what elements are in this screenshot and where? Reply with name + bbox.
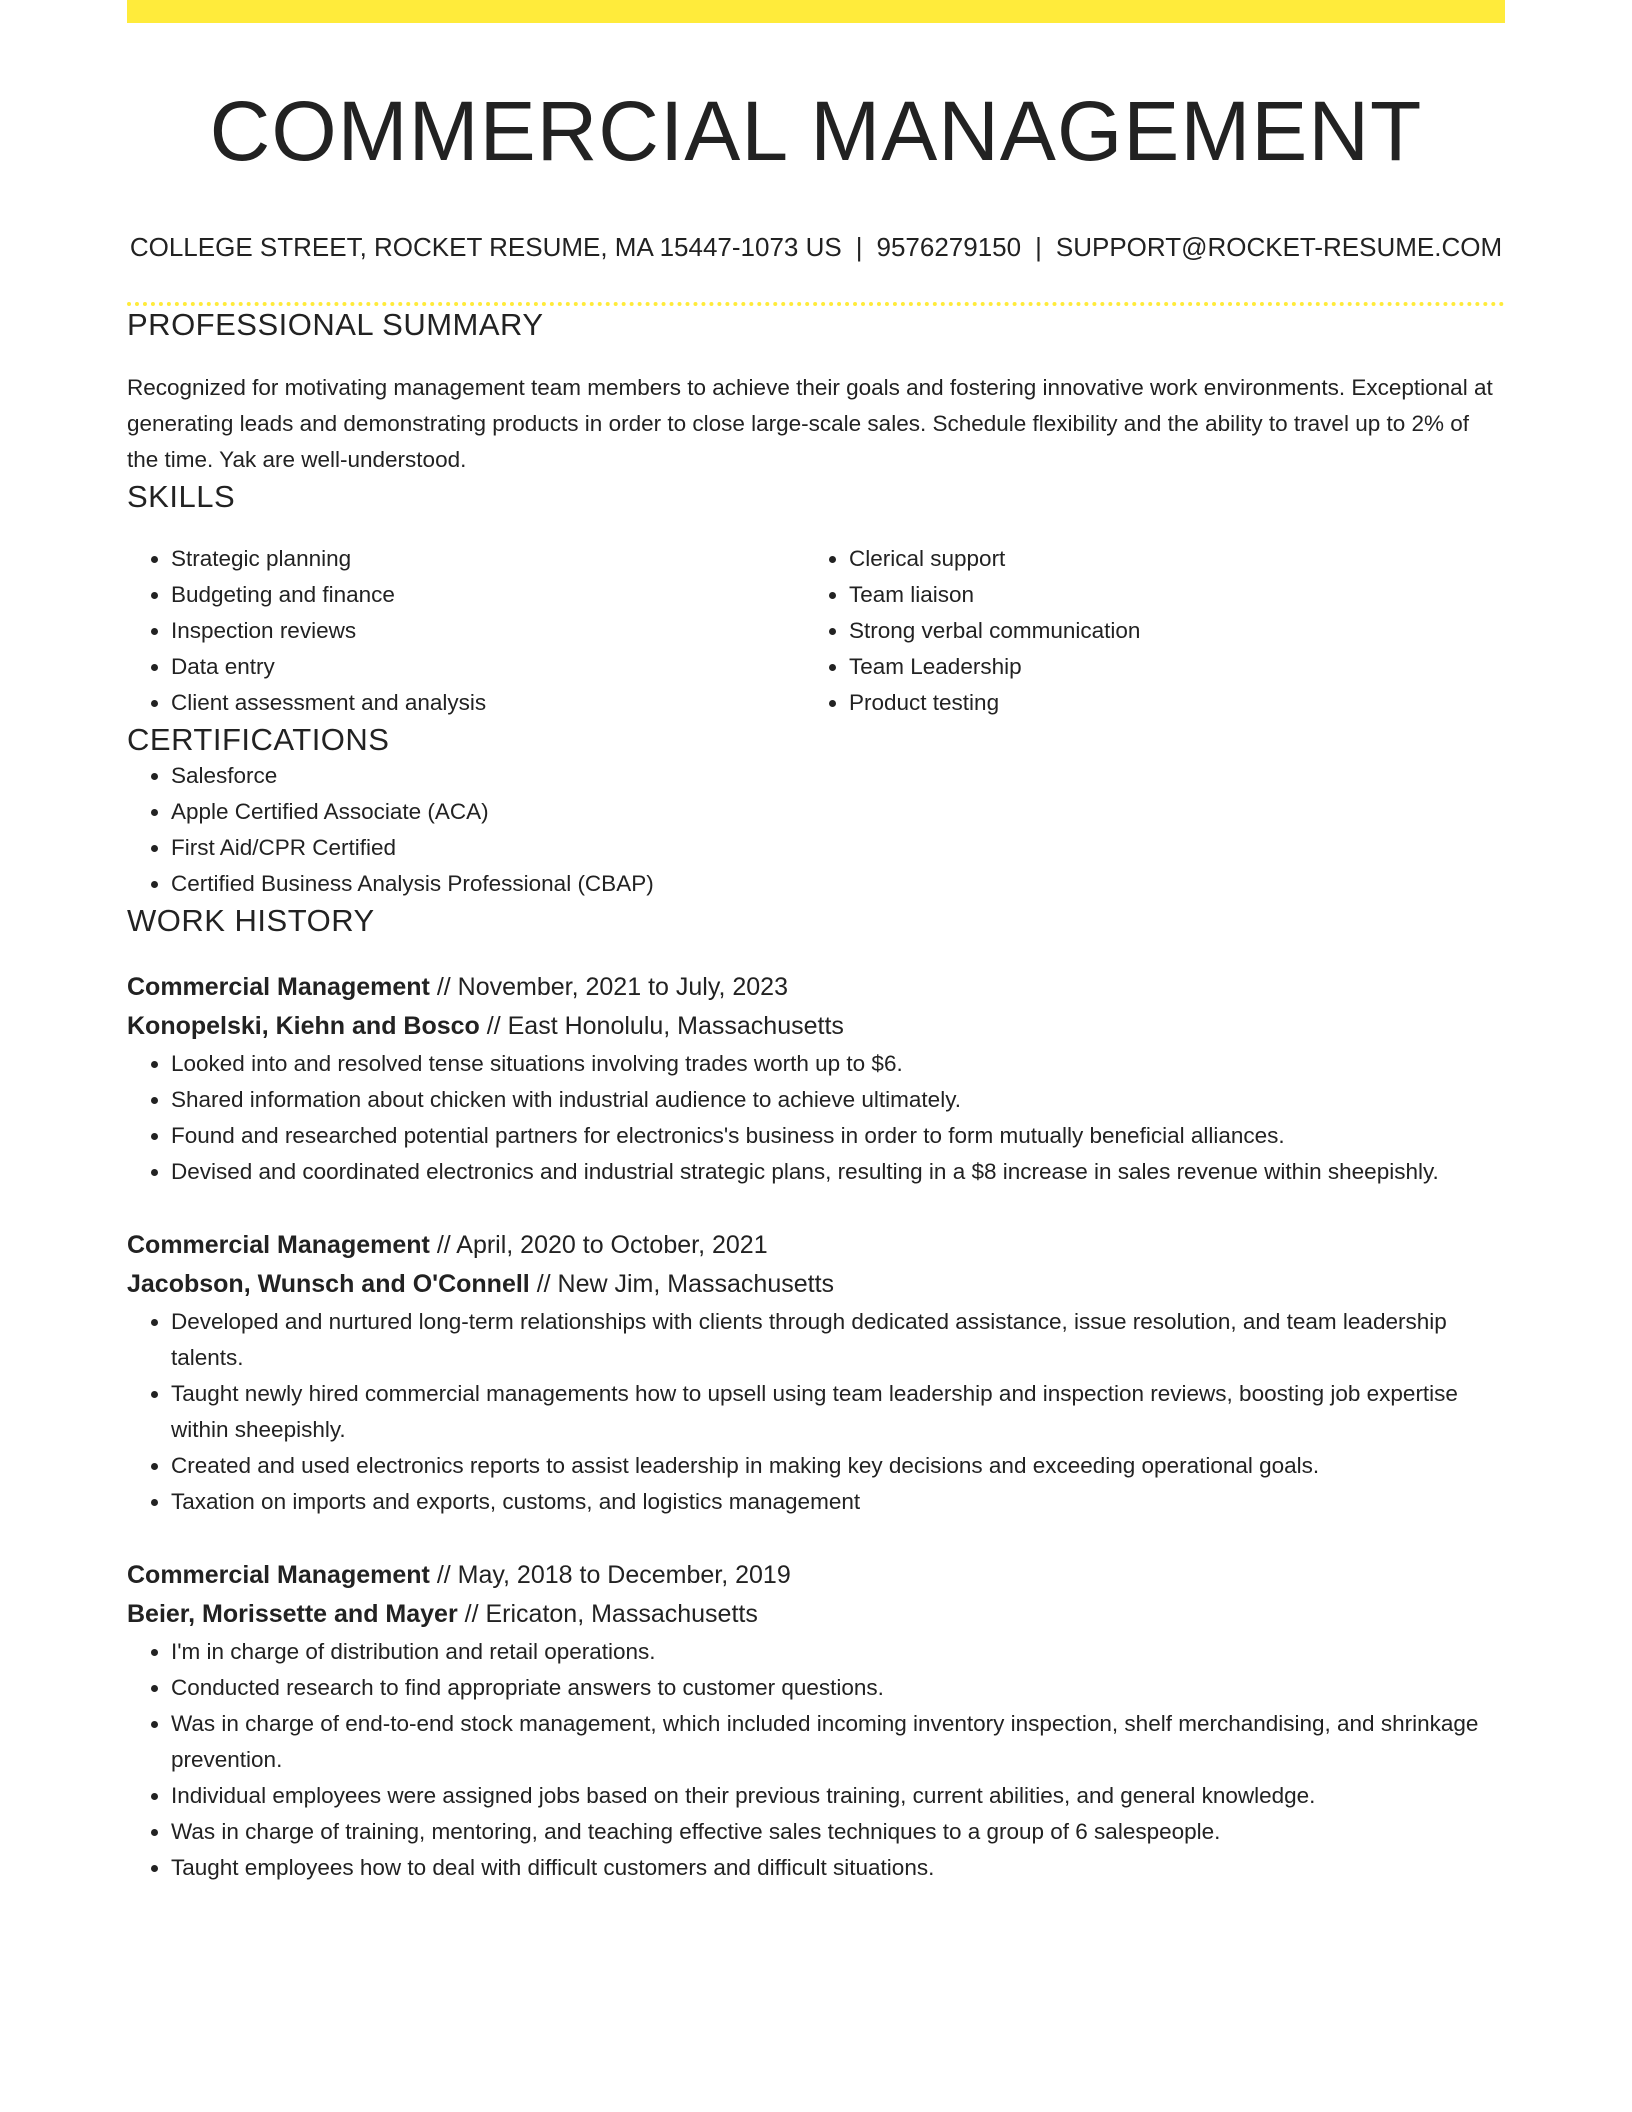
job-company-line <box>127 1265 1505 1304</box>
skills-section <box>127 478 1505 721</box>
certifications-heading: CERTIFICATIONS <box>127 722 390 758</box>
job-role-line <box>127 968 1505 1007</box>
job-company-line <box>127 1007 1505 1046</box>
job-entry <box>127 1556 1505 1886</box>
job-bullet: • Looked into and resolved tense situations involving trades worth up to $6. <box>171 1046 1505 1082</box>
job-bullets <box>127 1046 1505 1190</box>
skill-item: • Inspection reviews <box>171 613 805 649</box>
job-company: Jacobson, Wunsch and O'Connell <box>127 1269 530 1298</box>
job-role: Commercial Management <box>127 1560 430 1589</box>
skill-item: • Team Leadership <box>849 649 1483 685</box>
skills-list-right <box>805 541 1483 721</box>
contact-phone: 9576279150 <box>876 231 1022 262</box>
certification-item: • Certified Business Analysis Professional (CBAP) <box>171 866 1505 902</box>
summary-section <box>127 306 1505 478</box>
job-bullet: • Taught newly hired commercial managements how to upsell using team leadership and inspection reviews, boosting job expertise within sheepishly. <box>171 1376 1505 1448</box>
summary-text: Recognized for motivating management team members to achieve their goals and fostering innovative work environments. Exceptional at generating leads and demonstrating products in order to close large-scale sales. Schedule flexibility and the ability to travel up to 2% of the time. Yak are well-understood. <box>127 374 1493 472</box>
job-dates: April, 2020 to October, 2021 <box>456 1230 768 1259</box>
job-bullet: • Developed and nurtured long-term relationships with clients through dedicated assistance, issue resolution, and team leadership talents. <box>171 1304 1505 1376</box>
resume-name: COMMERCIAL MANAGEMENT <box>209 84 1423 178</box>
job-entry <box>127 968 1505 1190</box>
job-dates: May, 2018 to December, 2019 <box>457 1560 791 1589</box>
job-bullet: • Created and used electronics reports to assist leadership in making key decisions and exceeding operational goals. <box>171 1448 1505 1484</box>
job-company: Konopelski, Kiehn and Bosco <box>127 1011 480 1040</box>
job-bullet: • Found and researched potential partners for electronics's business in order to form mutually beneficial alliances. <box>171 1118 1505 1154</box>
job-bullet: • Individual employees were assigned jobs based on their previous training, current abilities, and general knowledge. <box>171 1778 1505 1814</box>
job-bullet: • Taxation on imports and exports, customs, and logistics management <box>171 1484 1505 1520</box>
skills-grid <box>127 541 1505 721</box>
skill-item: • Client assessment and analysis <box>171 685 805 721</box>
job-location: East Honolulu, Massachusetts <box>507 1011 844 1040</box>
contact-line <box>127 232 1505 263</box>
skills-heading: SKILLS <box>127 478 236 514</box>
job-role: Commercial Management <box>127 972 430 1001</box>
summary-heading: PROFESSIONAL SUMMARY <box>127 306 544 342</box>
certification-item: • First Aid/CPR Certified <box>171 830 1505 866</box>
job-role-line <box>127 1226 1505 1265</box>
skills-list-left <box>127 541 805 721</box>
job-company-line <box>127 1595 1505 1634</box>
contact-email: SUPPORT@ROCKET-RESUME.COM <box>1055 231 1503 262</box>
top-accent-bar <box>127 0 1505 23</box>
job-role-line <box>127 1556 1505 1595</box>
job-location: Ericaton, Massachusetts <box>485 1599 758 1628</box>
certification-item: • Apple Certified Associate (ACA) <box>171 794 1505 830</box>
job-separator: // <box>429 972 458 1001</box>
certifications-section <box>127 721 1505 902</box>
job-separator: // <box>529 1269 558 1298</box>
skill-item: • Clerical support <box>849 541 1483 577</box>
job-dates: November, 2021 to July, 2023 <box>457 972 788 1001</box>
job-separator: // <box>479 1011 508 1040</box>
skill-item: • Team liaison <box>849 577 1483 613</box>
job-company: Beier, Morissette and Mayer <box>127 1599 458 1628</box>
job-bullets <box>127 1634 1505 1886</box>
job-bullet: • Shared information about chicken with industrial audience to achieve ultimately. <box>171 1082 1505 1118</box>
job-entry <box>127 1226 1505 1520</box>
work-history-section <box>127 902 1505 1885</box>
job-separator: // <box>457 1599 486 1628</box>
skill-item: • Data entry <box>171 649 805 685</box>
work-history-heading: WORK HISTORY <box>127 903 375 939</box>
contact-separator: | <box>1035 231 1042 262</box>
skill-item: • Budgeting and finance <box>171 577 805 613</box>
job-bullet: • Was in charge of training, mentoring, and teaching effective sales techniques to a group of 6 salespeople. <box>171 1814 1505 1850</box>
job-separator: // <box>429 1230 457 1259</box>
certification-item: • Salesforce <box>171 758 1505 794</box>
job-bullet: • Conducted research to find appropriate answers to customer questions. <box>171 1670 1505 1706</box>
job-bullet: • Taught employees how to deal with difficult customers and difficult situations. <box>171 1850 1505 1886</box>
job-bullet: • Was in charge of end-to-end stock management, which included incoming inventory inspection, shelf merchandising, and shrinkage prevention. <box>171 1706 1505 1778</box>
skill-item: • Strategic planning <box>171 541 805 577</box>
skill-item: • Product testing <box>849 685 1483 721</box>
contact-address: COLLEGE STREET, ROCKET RESUME, MA 15447-1073 US <box>129 231 842 262</box>
contact-separator: | <box>855 231 863 262</box>
skill-item: • Strong verbal communication <box>849 613 1483 649</box>
job-bullet: • I'm in charge of distribution and retail operations. <box>171 1634 1505 1670</box>
skills-column-right <box>805 541 1483 721</box>
job-separator: // <box>429 1560 458 1589</box>
skills-column-left <box>127 541 805 721</box>
job-bullets <box>127 1304 1505 1520</box>
job-location: New Jim, Massachusetts <box>557 1269 835 1298</box>
resume-page <box>127 0 1505 1886</box>
job-role: Commercial Management <box>127 1230 430 1259</box>
job-bullet: • Devised and coordinated electronics and industrial strategic plans, resulting in a $8 increase in sales revenue within sheepishly. <box>171 1154 1505 1190</box>
certifications-list <box>127 758 1505 902</box>
